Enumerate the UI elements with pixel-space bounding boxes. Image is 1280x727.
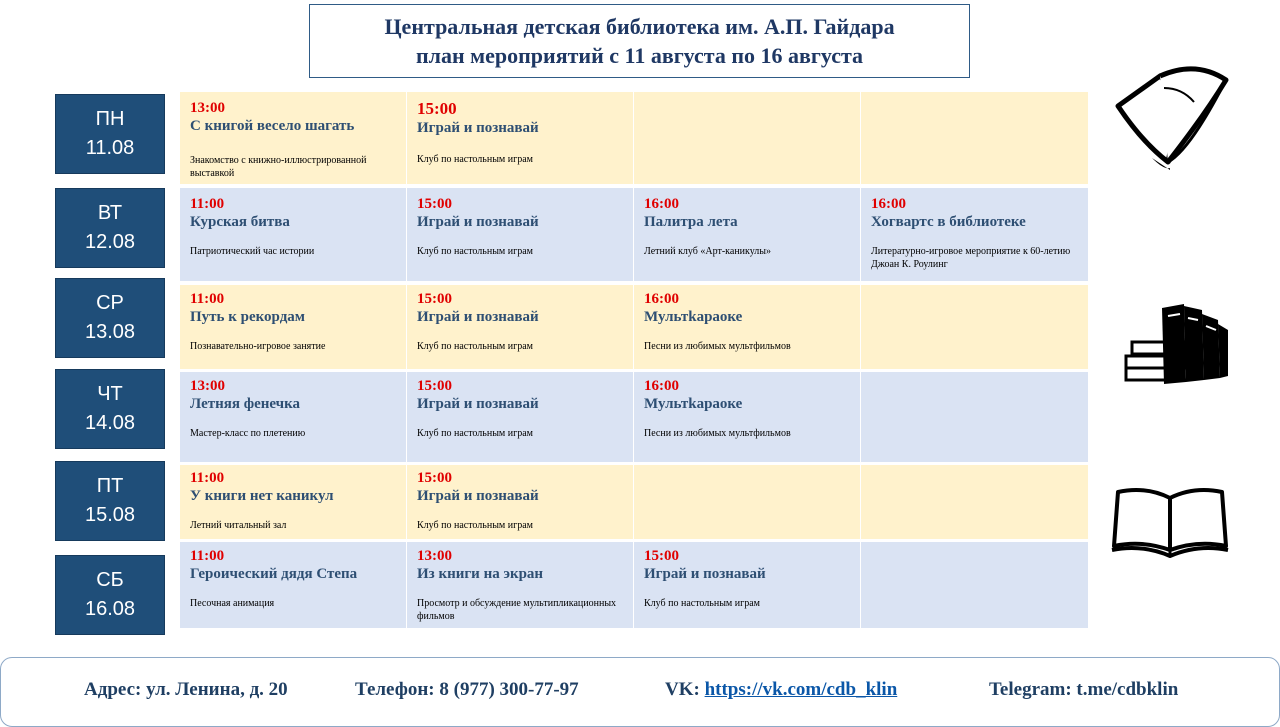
vk-label: VK: [665,679,705,700]
schedule-row-wed [180,285,1088,369]
event-cell [180,542,407,628]
event-title: У книги нет каникул [190,488,334,504]
book-stack-icon [1122,302,1232,386]
day-of-week: ПН [95,108,125,130]
event-description: Литературно-игровое мероприятие к 60-летию Джоан К. Роулинг [871,246,1071,270]
event-description: Просмотр и обсуждение мультипликационных фильмов [417,598,617,622]
event-time: 16:00 [871,196,906,212]
event-cell [634,188,861,281]
event-description: Познавательно-игровое занятие [190,341,326,352]
event-title: Играй и познавай [417,120,539,136]
event-description: Клуб по настольным играм [417,428,533,439]
event-time: 11:00 [190,291,225,307]
event-description: Летний клуб «Арт-каникулы» [644,246,772,257]
event-cell [180,188,407,281]
event-time: 13:00 [417,548,452,564]
day-label-mon [55,94,165,174]
day-date: 13.08 [84,321,136,343]
telegram-text: Telegram: t.me/cdbklin [989,679,1179,700]
event-cell [407,188,634,281]
day-label-wed [55,278,165,358]
event-title: Летняя фенечка [190,396,301,412]
event-time: 11:00 [190,548,225,564]
event-cell [407,372,634,462]
event-time: 15:00 [417,291,452,307]
event-cell [407,465,634,539]
event-cell [634,542,861,628]
event-time: 13:00 [190,100,225,116]
event-description: Песни из любимых мультфильмов [644,341,791,352]
event-title: Играй и познавай [644,566,766,582]
event-title: Играй и познавай [417,488,539,504]
event-description: Клуб по настольным играм [417,341,533,352]
event-time: 16:00 [644,196,679,212]
event-description: Клуб по настольным играм [417,154,533,165]
event-description: Клуб по настольным играм [644,598,760,609]
event-title: Хогвартс в библиотеке [871,214,1026,230]
open-book-flat-icon [1108,484,1232,558]
event-description: Клуб по настольным играм [417,246,533,257]
event-time: 15:00 [417,470,452,486]
event-description: Песни из любимых мультфильмов [644,428,791,439]
day-date: 11.08 [85,137,135,159]
event-description: Клуб по настольным играм [417,520,533,531]
event-title: Из книги на экран [417,566,544,582]
event-time: 13:00 [190,378,225,394]
day-date: 15.08 [84,504,136,526]
event-time: 15:00 [417,378,452,394]
day-date: 12.08 [84,231,136,253]
event-cell [634,372,861,462]
day-of-week: СБ [96,569,124,591]
schedule-row-fri [180,465,1088,539]
event-cell [180,285,407,369]
event-cell-empty [861,542,1088,628]
vk-link[interactable]: https://vk.com/cdb_klin [704,679,898,700]
event-cell-empty [861,92,1088,184]
event-time: 11:00 [190,470,225,486]
schedule-row-thu [180,372,1088,462]
event-cell [180,465,407,539]
event-time: 15:00 [417,196,452,212]
day-of-week: СР [96,292,124,314]
event-title: Героический дядя Степа [190,566,358,582]
schedule-row-tue [180,188,1088,281]
event-time: 15:00 [417,99,457,118]
page-title [309,4,970,78]
event-title: Мультkaраоке [644,309,743,325]
event-cell [180,92,407,184]
event-title: Путь к рекордам [190,309,306,325]
event-cell [861,188,1088,281]
day-of-week: ПТ [96,475,124,497]
event-description: Мастер-класс по плетению [190,428,306,439]
event-cell-empty [634,92,861,184]
day-label-fri [55,461,165,541]
event-cell [180,372,407,462]
event-cell [407,285,634,369]
address-text: Адрес: ул. Ленина, д. 20 [84,679,288,700]
event-cell [407,542,634,628]
title-line-2: план мероприятий с 11 августа по 16 августа [415,43,864,68]
event-cell [407,92,634,184]
event-title: С книгой весело шагать [190,118,355,134]
event-time: 11:00 [190,196,225,212]
schedule-row-mon [180,92,1088,184]
vk-contact [665,679,897,701]
event-cell-empty [861,372,1088,462]
day-date: 14.08 [84,412,136,434]
event-title: Курская битва [190,214,290,230]
event-time: 16:00 [644,291,679,307]
open-book-icon [1112,58,1232,176]
event-title: Играй и познавай [417,396,539,412]
event-description: Знакомство с книжно-иллюстрированной выставкой [190,155,367,179]
event-time: 16:00 [644,378,679,394]
event-cell-empty [861,465,1088,539]
day-date: 16.08 [84,598,136,620]
event-cell-empty [861,285,1088,369]
event-title: Играй и познавай [417,214,539,230]
event-description: Песочная анимация [190,598,275,609]
event-description: Летний читальный зал [190,520,287,531]
phone-text: Телефон: 8 (977) 300-77-97 [355,679,579,700]
day-label-sat [55,555,165,635]
event-cell-empty [634,465,861,539]
day-label-thu [55,369,165,449]
day-of-week: ВТ [97,202,123,224]
event-title: Мультkaраоке [644,396,743,412]
event-description: Патриотический час истории [190,246,315,257]
event-title: Играй и познавай [417,309,539,325]
day-label-tue [55,188,165,268]
event-title: Палитра лета [644,214,738,230]
title-line-1: Центральная детская библиотека им. А.П. Гайдара [384,14,895,39]
day-of-week: ЧТ [97,383,123,405]
event-cell [634,285,861,369]
schedule-row-sat [180,542,1088,628]
event-time: 15:00 [644,548,679,564]
